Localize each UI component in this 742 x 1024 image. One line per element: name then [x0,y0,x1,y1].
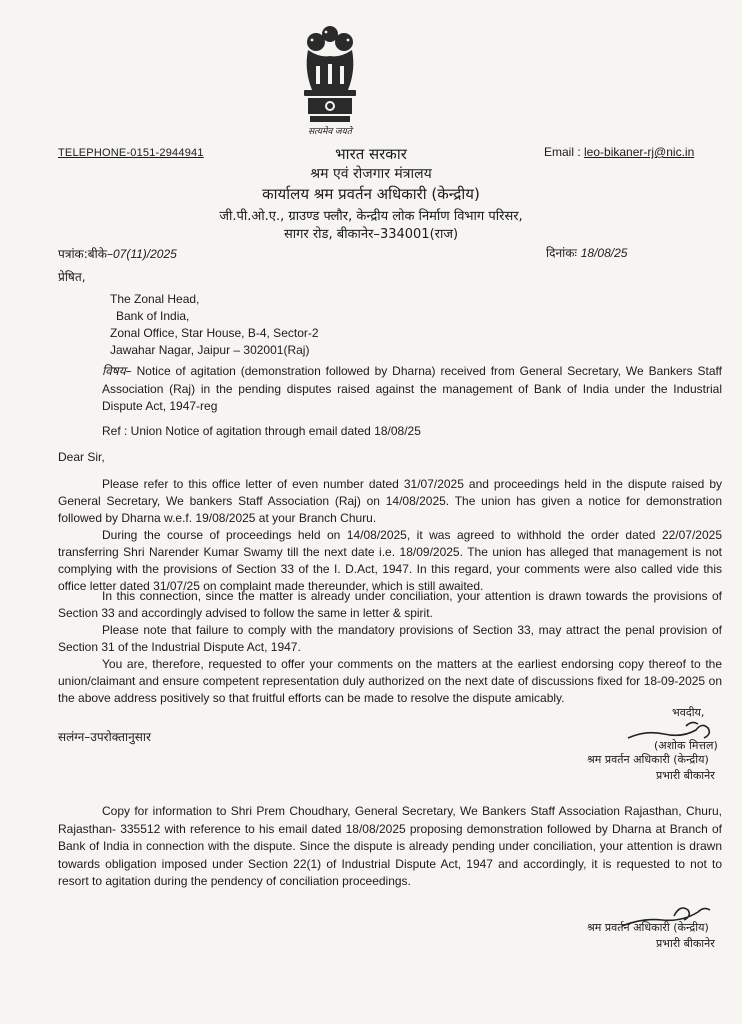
subject-label: विषय– [102,364,132,378]
email-address[interactable]: leo-bikaner-rj@nic.in [584,145,695,159]
subject [102,363,722,416]
address-line: Zonal Office, Star House, B-4, Sector-2 [110,326,319,340]
subject-text: Notice of agitation (demonstration followed by Dharna) received from General Secretary, We Bankers Staff Association (Raj) in the pending disputes raised against the management of Bank of India under the Industrial Dispute Act, 1947-reg [102,364,723,413]
address-line: The Zonal Head, [110,292,200,306]
signatory-name: (अशोक मित्तल) [654,739,718,752]
emblem-motto: सत्यमेव जयते [308,126,352,136]
national-emblem-icon [290,20,370,140]
reference-number: पत्रांक:बीके–07(11)/2025 [58,247,177,261]
to-label: प्रेषित, [58,270,86,284]
body-paragraph: In this connection, since the matter is already under conciliation, your attention is drawn towards the provisions of Section 33 and accordingly advised to follow the same in letter & spirit. [58,589,722,620]
recipient-address [110,291,319,359]
header-address-line2: सागर रोड, बीकानेर–334001(राज) [283,227,459,242]
letter-date: दिनांकः 18/08/25 [546,246,628,260]
header-government: भारत सरकार [335,145,407,163]
reference-line: Ref : Union Notice of agitation through email dated 18/08/25 [102,424,421,438]
copy-paragraph: Copy for information to Shri Prem Choudhary, General Secretary, We Bankers Staff Association Rajasthan, Churu, Rajasthan- 335512 with reference to his email dated 18/08/2025 proposing demonstration followed by Dharna at Branch of Bank of India in connection with the dispute. Since the dispute is already pending under conciliation, your attention is drawn towards obligation imposed under Section 22(1) of Industrial Dispute Act, 1947 and accordingly, it is requested to not to resort to agitation during the pendency of conciliation proceedings. [58,804,722,888]
header-address-line1: जी.पी.ओ.ए., ग्राउण्ड फ्लौर, केन्द्रीय लोक निर्माण विभाग परिसर, [219,209,523,224]
salutation: Dear Sir, [58,450,105,464]
body-paragraph: Please note that failure to comply with the mandatory provisions of Section 33, may attract the penal provision of Section 31 of the Industrial Dispute Act, 1947. [58,623,722,654]
body-paragraph: You are, therefore, requested to offer your comments on the matters at the earliest endorsing copy thereof to the union/claimant and ensure competent representation duly authorized on the next date of discussions fixed for 18-09-2025 on the above address positively so that fruitful efforts can be made to resolve the dispute amicably. [58,657,722,705]
header-ministry: श्रम एवं रोजगार मंत्रालय [310,166,432,182]
telephone-number: TELEPHONE-0151-2944941 [58,147,204,159]
copy-signatory-charge: प्रभारी बीकानेर [656,937,715,950]
header-office: कार्यालय श्रम प्रवर्तन अधिकारी (केन्द्रीय) [262,185,480,203]
signatory-charge: प्रभारी बीकानेर [656,769,715,782]
copy-signatory-designation: श्रम प्रवर्तन अधिकारी (केन्द्रीय) [587,921,709,934]
yours-faithfully: भवदीय, [672,706,705,719]
address-line: Jawahar Nagar, Jaipur – 302001(Raj) [110,343,310,357]
email-label: Email : [544,145,585,159]
body-paragraph: During the course of proceedings held on 14/08/2025, it was agreed to withhold the order dated 22/07/2025 transferring Shri Narender Kumar Swamy till the next date i.e. 18/09/2025. The union has alleged that management is not complying with the provisions of Section 33 of the I. D.Act, 1947. In this regard, your comments were also called vide this office letter dated 31/07/25 on complaint made thereunder, which is still awaited. [58,528,722,593]
body-paragraph: Please refer to this office letter of even number dated 31/07/2025 and proceedings held in the dispute raised by General Secretary, We bankers Staff Association (Raj) on 14/08/2025. The union has given a notice for demonstration followed by Dharna w.e.f. 19/08/2025 at your Branch Churu. [58,477,722,525]
address-line: Bank of India, [116,309,190,323]
signatory-designation: श्रम प्रवर्तन अधिकारी (केन्द्रीय) [587,753,709,766]
enclosure-note: सलंग्न–उपरोक्तानुसार [58,730,151,744]
